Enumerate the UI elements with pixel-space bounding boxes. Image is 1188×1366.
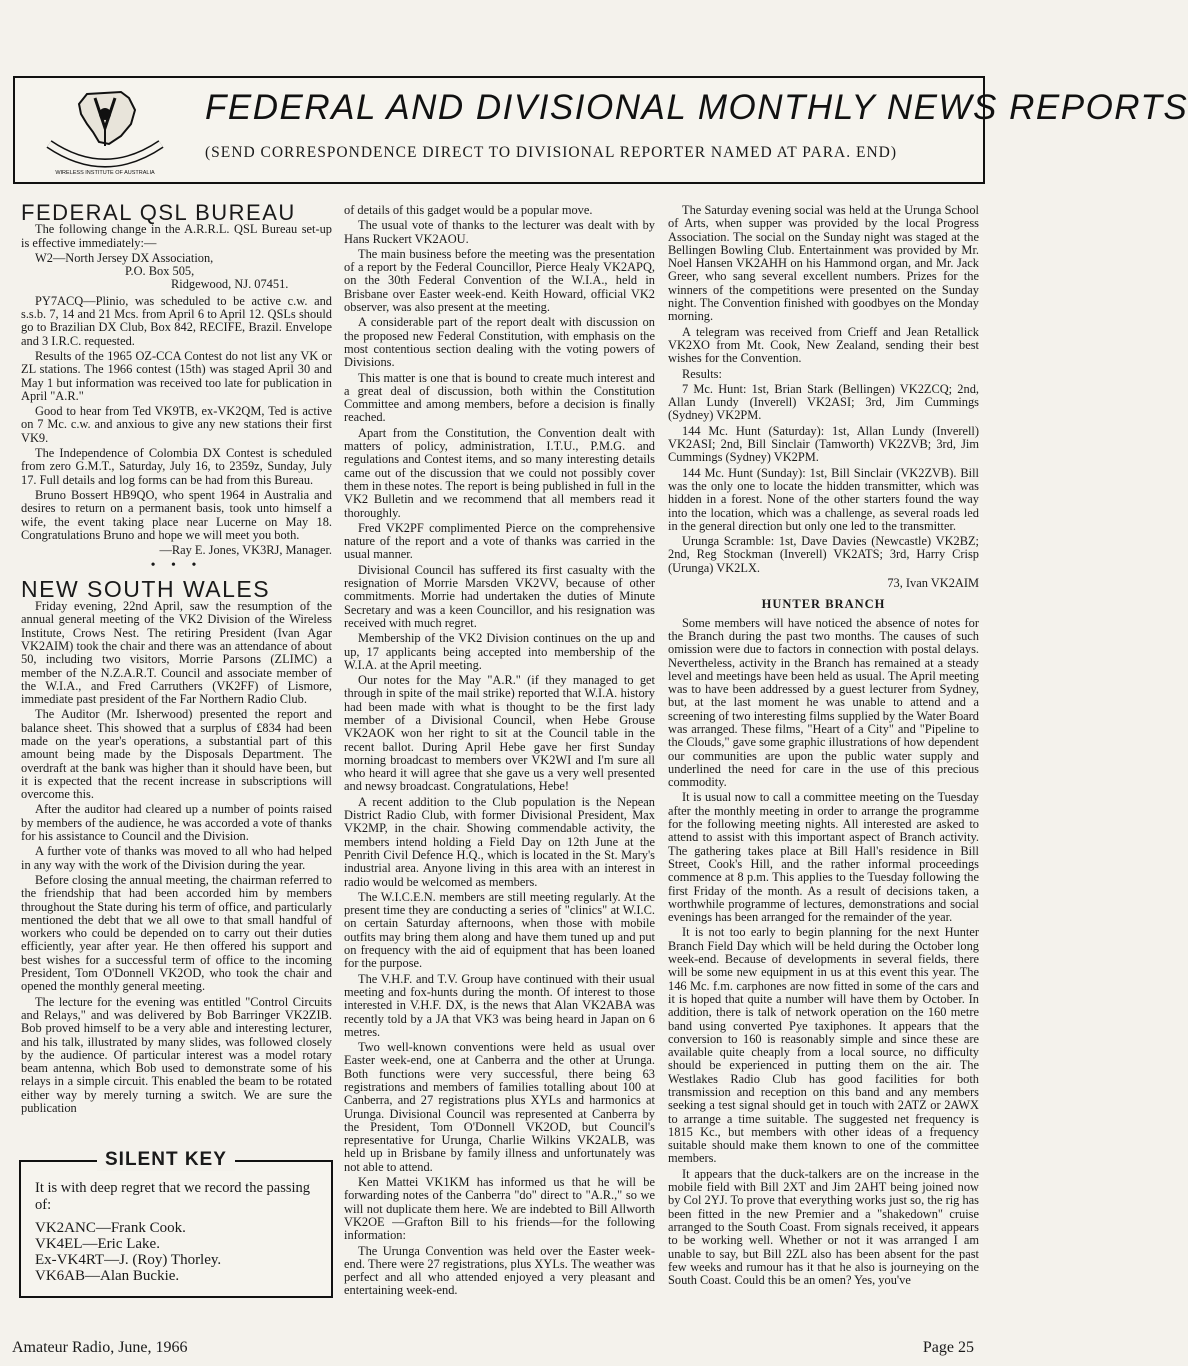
paragraph: After the auditor had cleared up a number of points raised by members of the audience, he was accorded a vote of thanks for his assistance to Council and the Division.	[21, 802, 332, 844]
paragraph: Fred VK2PF complimented Pierce on the comprehensive nature of the report and a vote of thanks was carried in the usual manner.	[344, 520, 655, 562]
paragraph: Ken Mattei VK1KM has informed us that he will be forwarding notes of the Canberra "do" direct to "A.R.," so we will not duplicate them here. We are indebted to Bill Allworth VK2OE —Grafton Bill to his friends—for the following information:	[344, 1175, 655, 1243]
column-3	[668, 204, 979, 1340]
paragraph: The Auditor (Mr. Isherwood) presented the report and balance sheet. This showed that a surplus of £834 had been made on the year's operations, a substantial part of this amount being made by the Disposals Department. The overdraft at the bank was higher than it should have been, but it is expected that the recent increase in subscriptions will overcome this.	[21, 707, 332, 802]
qsl-signature: —Ray E. Jones, VK3RJ, Manager.	[159, 543, 332, 558]
footer-page-number: Page 25	[922, 1339, 974, 1356]
section-separator: • • •	[150, 558, 203, 574]
paragraph: Before closing the annual meeting, the chairman referred to the friendship that had been accorded him by members throughout the State during his term of office, and particularly mentioned the debt that we all owe to that small handful of workers who could be depended on to carry out their duties efficiently, year after year. He then offered his support and best wishes for a successful term of office to the incoming President, Tom O'Donnell VK2OD, who took the chair and opened the monthly general meeting.	[21, 872, 332, 994]
page-title: FEDERAL AND DIVISIONAL MONTHLY NEWS REPORTS	[205, 88, 1188, 127]
paragraph: The Independence of Colombia DX Contest is scheduled from zero G.M.T., Saturday, July 16, to 2359z, Sunday, July 17. Full details and log forms can be had from this Bureau.	[21, 446, 332, 487]
paragraph: A recent addition to the Club population is the Nepean District Radio Club, with former Divisional President, Max VK2MP, in the chair. Showing commendable activity, the members intend holding a Field Day on 12th June at the Penrith Civil Defence H.Q., which is located in the St. Mary's industrial area. Anyone living in this area with an interest in radio would be welcomed as members.	[344, 794, 655, 889]
header-banner	[13, 76, 1188, 184]
paragraph: Urunga Scramble: 1st, Dave Davies (Newcastle) VK2BZ; 2nd, Reg Stockman (Inverell) VK2ATS; 3rd, Harry Crisp (Urunga) VK2LX.	[668, 534, 979, 575]
paragraph: The lecture for the evening was entitled "Control Circuits and Relays," and was delivered by Bob Barringer VK2ZIB. Bob proved himself to be a very able and interesting lecturer, and his talk, illustrated by many slides, was followed closely by the audience. Of particular interest was a model rotary beam antenna, which Bob used to demonstrate some of his relays in a simple circuit. This enabled the beam to be rotated either way by merely turning a switch. We are sure the publication	[21, 994, 332, 1115]
paragraph: Membership of the VK2 Division continues on the up and up, 17 applicants being accepted into membership of the W.I.A. at the April meeting.	[344, 631, 655, 672]
paragraph: A telegram was received from Crieff and Jean Retallick VK2XO from Mt. Cook, New Zealand, sending their best wishes for the Convention.	[668, 324, 979, 366]
hunter-branch-heading: HUNTER BRANCH	[761, 597, 886, 612]
paragraph: A further vote of thanks was moved to all who had helped in any way with the work of the Division during the year.	[21, 844, 332, 872]
page-subtitle: (SEND CORRESPONDENCE DIRECT TO DIVISIONAL REPORTER NAMED AT PARA. END)	[205, 144, 897, 161]
report-signoff: 73, Ivan VK2AIM	[887, 576, 979, 591]
qsl-intro: The following change in the A.R.R.L. QSL Bureau set-up is effective immediately:—	[21, 222, 332, 250]
qsl-address	[21, 252, 332, 292]
federal-qsl-heading: FEDERAL QSL BUREAU	[21, 200, 296, 225]
paragraph: This matter is one that is bound to create much interest and a great deal of discussion, both within the Constitution Committee and among members, before a decision is finally reached.	[344, 370, 655, 425]
paragraph: Some members will have noticed the absence of notes for the Branch during the past two months. The causes of such omission were due to factors in connection with postal delays. Nevertheless, activity in the Branch has remained at a steady level and meetings have been held as usual. The April meeting was to have been addressed by a guest lecturer from Sydney, but, at the last moment he was unable to attend and a screening of two interesting films supplied by the Water Board was arranged. These films, "Heart of a City" and "Pipeline to the Clouds," gave some graphic illustrations of how dependent our communities are upon the public water supply and underlined the need for care in the use of this precious commodity.	[668, 615, 979, 790]
svg-text:WIRELESS INSTITUTE OF AUSTRALI: WIRELESS INSTITUTE OF AUSTRALIA	[55, 170, 155, 176]
address-line: Ridgewood, NJ. 07451.	[171, 277, 289, 292]
paragraph: 7 Mc. Hunt: 1st, Brian Stark (Bellingen) VK2ZCQ; 2nd, Allan Lundy (Inverell) VK2ASI; 3rd, Jim Cummings (Sydney) VK2PM.	[668, 381, 979, 423]
paragraph: Results of the 1965 OZ-CCA Contest do not list any VK or ZL stations. The 1966 contest (15th) was staged April 30 and May 1 but information was received too late for publication in April "A.R."	[21, 348, 332, 403]
list-item: VK6AB—Alan Buckie.	[35, 1268, 180, 1284]
paragraph: Good to hear from Ted VK9TB, ex-VK2QM, Ted is active on 7 Mc. c.w. and anxious to give any new stations their first VK9.	[21, 404, 332, 445]
paragraph: Results:	[682, 366, 722, 381]
paragraph: The usual vote of thanks to the lecturer was dealt with by Hans Ruckert VK2AOU.	[344, 218, 655, 246]
paragraph: Apart from the Constitution, the Convention dealt with matters of policy, administration, I.T.U., P.M.G. and regulations and Contest items, and so many interesting details came out of the discussion that we could not possibly cover them in these notes. The report is being published in full in the VK2 Bulletin and we recommend that all members read it thoroughly.	[344, 425, 655, 520]
wia-emblem-icon	[25, 84, 183, 180]
list-item: VK2ANC—Frank Cook.	[35, 1220, 186, 1236]
silent-key-intro: It is with deep regret that we record the passing of:	[35, 1180, 311, 1213]
address-line: P.O. Box 505,	[125, 264, 195, 279]
silent-key-list	[35, 1220, 321, 1284]
paragraph: of details of this gadget would be a popular move.	[344, 203, 593, 217]
paragraph: 144 Mc. Hunt (Sunday): 1st, Bill Sinclair (VK2ZVB). Bill was the only one to locate the hidden transmitter, which was hidden in a forest. None of the other starters found the way into the location, which was a challenge, as several roads led in the general direction but only one led to the transmitter.	[668, 465, 979, 533]
paragraph: The Urunga Convention was held over the Easter week-end. There were 27 registrations, plus XYLs. The weather was perfect and all who attended enjoyed a very pleasant and entertaining week-end.	[344, 1243, 655, 1298]
paragraph: The W.I.C.E.N. members are still meeting regularly. At the present time they are conducting a series of "clinics" at W.I.C. on certain Saturday afternoons, when those with mobile outfits may bring them along and have them tuned up and put on frequency with the aid of equipment that has been loaned for the purpose.	[344, 889, 655, 971]
paragraph: Friday evening, 22nd April, saw the resumption of the annual general meeting of the VK2 Division of the Wireless Institute, Crows Nest. The retiring President (Ivan Agar VK2AIM) took the chair and there was an attendance of about 50, including two visitors, Morrie Parsons (ZLIMC) a member of the N.Z.A.R.T. Council and associate member of the W.I.A., and Fred Carruthers (VK2FF) of Lismore, immediate past president of the Far Northern Radio Club.	[21, 599, 332, 707]
paragraph: It is usual now to call a committee meeting on the Tuesday after the monthly meeting in order to arrange the programme for the following meeting nights. All interested are asked to attend to assist with this important aspect of Branch activity. The gathering takes place at Bill Hall's residence in Bill Street, Cook's Hill, and the rather informal proceedings commence at 8 p.m. This applies to the Tuesday following the first Friday of the month. As a result of decisions taken, a worthwhile programme of lectures, demonstrations and social evenings has been arranged for the remainder of the year.	[668, 790, 979, 925]
paragraph: Bruno Bossert HB9QO, who spent 1964 in Australia and desires to return on a permanent basis, took unto himself a wife, the event taking place near Lucerne on May 18. Congratulations Bruno and hope we will meet you both.	[21, 487, 332, 542]
paragraph: The Saturday evening social was held at the Urunga School of Arts, when supper was provided by the local Progress Association. The social on the Sunday night was staged at the Bellingen Bowling Club. Entertainment was provided by Mr. Noel Hansen VK2AHH on his Hammond organ, and Mr. Jack Greer, who sang several excellent numbers. Prizes for the winners of the competitions were presented on the Sunday night. The Convention finished with goodbyes on the Monday morning.	[668, 203, 979, 324]
paragraph: 144 Mc. Hunt (Saturday): 1st, Allan Lundy (Inverell) VK2ASI; 2nd, Bill Sinclair (Tamworth) VK2ZVB; 3rd, Jim Cummings (Sydney) VK2PM.	[668, 423, 979, 465]
silent-key-title: SILENT KEY	[97, 1149, 235, 1171]
list-item: VK4EL—Eric Lake.	[35, 1236, 160, 1252]
column-2	[344, 204, 655, 1340]
footer-publication: Amateur Radio, June, 1966	[12, 1339, 188, 1356]
list-item: Ex-VK4RT—J. (Roy) Thorley.	[35, 1252, 222, 1268]
paragraph: The main business before the meeting was the presentation of a report by the Federal Councillor, Pierce Healy VK2APQ, on the 30th Federal Convention of the W.I.A., held in Brisbane over Easter week-end. Keith Howard, official VK2 observer, was also present at the meeting.	[344, 246, 655, 315]
nsw-heading: NEW SOUTH WALES	[21, 575, 271, 602]
paragraph: The V.H.F. and T.V. Group have continued with their usual meeting and fox-hunts during the month. Of interest to those interested in V.H.F. DX, is the news that Alan VK2ABA was recently told by a JA that VK3 was being heard in Japan on 6 metres.	[344, 971, 655, 1039]
paragraph: It is not too early to begin planning for the next Hunter Branch Field Day which will be held during the October long week-end. Because of developments in several fields, there will be some new equipment in us at this event this year. The 146 Mc. f.m. carphones are now fitted in some of the cars and it is hoped that quite a number will have them by October. In addition, there is talk of network operation on the 160 metre band using converted Pye taxiphones. It appears that the conversion to 160 is reasonably simple and since these are available quite cheaply from a local source, no difficulty should be experienced in putting them on the air. The Westlakes Radio Club has good facilities for both transmission and reception on this band and any members seeking a test signal should get in touch with 2ATZ or 2AWX to arrange a time suitable. The suggested net frequency is 1815 Kc., but members with other ideas of a frequency suitable should make them known to one of the committee members.	[668, 925, 979, 1166]
address-line: W2—North Jersey DX Association,	[35, 250, 214, 265]
paragraph: It appears that the duck-talkers are on the increase in the mobile field with Bill 2XT and Jim 2AHT being joined now by Col 2YJ. To prove that everything works just so, the rig has been fitted in the new Premier and a "shakedown" cruise arranged to the South Coast. From signals received, it appears to be working well. Whether or not it was arranged I am unable to say, but Bill 2ZL also has been absent for the past few weeks and rumour has it that he also is journeying on the South Coast. Could this be an omen? Yes, you've	[668, 1166, 979, 1288]
paragraph: Divisional Council has suffered its first casualty with the resignation of Morrie Marsden VK2VV, because of other commitments. Morrie had undertaken the duties of Minute Secretary and was a keen Councillor, and his resignation was received with much regret.	[344, 562, 655, 630]
silent-key-box	[19, 1149, 333, 1298]
paragraph: PY7ACQ—Plinio, was scheduled to be active c.w. and s.s.b. 7, 14 and 21 Mcs. from April 6 to April 12. QSLs should go to Brazilian DX Club, Box 842, RECIFE, Brazil. Envelope and 3 I.R.C. requested.	[21, 293, 332, 348]
paragraph: A considerable part of the report dealt with discussion on the proposed new Federal Constitution, with emphasis on the most contentious section dealing with the voting powers of Divisions.	[344, 315, 655, 370]
paragraph: Our notes for the May "A.R." (if they managed to get through in spite of the mail strike) reported that W.I.A. history had been made with what is thought to be the first lady member of a Divisional Council, when Hebe Grouse VK2AOK won her right to sit at the Council table in the recent ballot. During April Hebe gave her first Sunday morning broadcast to members over VK2WI and I'm sure all who heard it will agree that she gave us a very well presented and newsy broadcast. Congratulations, Hebe!	[344, 673, 655, 794]
paragraph: Two well-known conventions were held as usual over Easter week-end, one at Canberra and the other at Urunga. Both functions were very successful, there being 63 registrations and members of families totalling about 100 at Canberra, and 27 registrations plus XYLs and harmonics at Urunga. Divisional Council was represented at Canberra by the President, Tom O'Donnell VK2OD, but Council's representative for Urunga, Charlie Wilkins VK2ALB, was held up in Brisbane by family illness and unfortunately was not able to attend.	[344, 1040, 655, 1174]
